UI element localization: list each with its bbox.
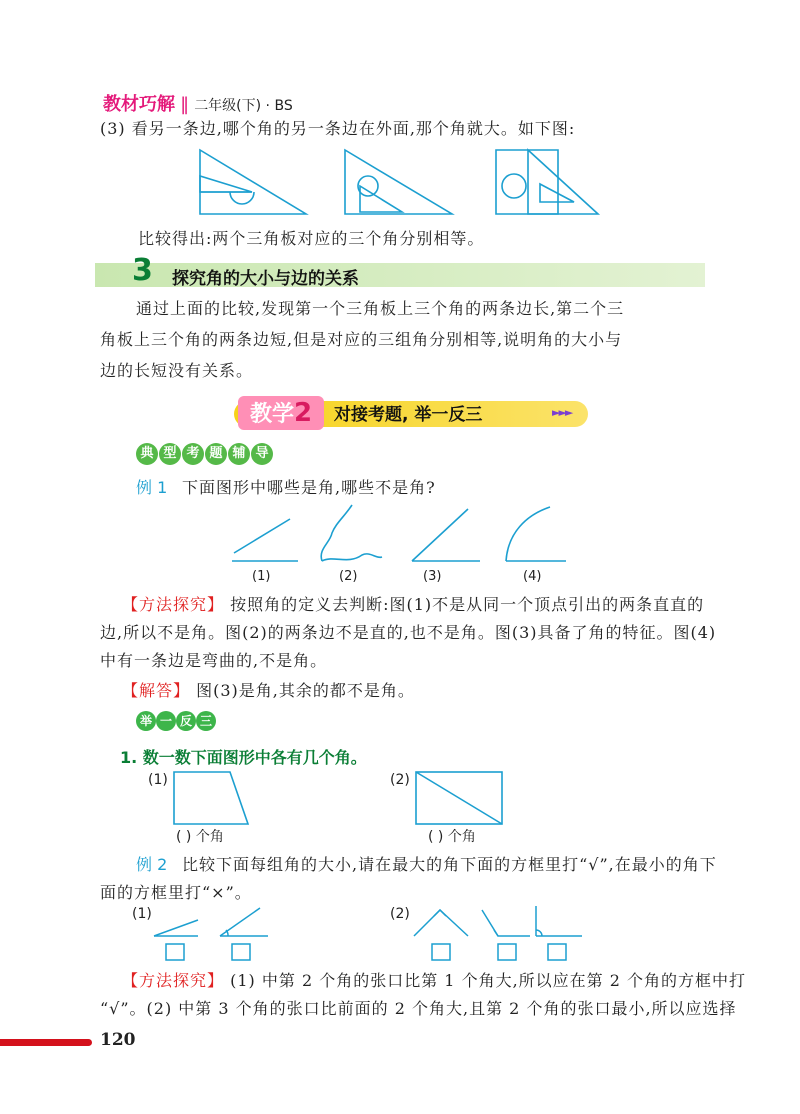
fig2-curve-a — [321, 505, 352, 561]
practice-tag-char: 三 — [196, 711, 216, 731]
example-1-answer — [122, 676, 415, 706]
example-1-method-line-1 — [122, 590, 704, 620]
triangle-3-left — [496, 150, 558, 214]
example-1-question: 下面图形中哪些是角,哪些不是角? — [182, 478, 436, 497]
header-separator: ‖ — [180, 94, 190, 115]
method-text: 按照角的定义去判断:图(1)不是从同一个顶点引出的两条直直的 — [230, 595, 705, 614]
answer-box[interactable] — [432, 944, 450, 960]
typical-questions-tag — [136, 442, 273, 465]
example-2-group-2-label: (2) — [390, 906, 410, 922]
practice-1-blank-1[interactable]: ( ) 个角 — [176, 829, 224, 845]
tag-char: 典 — [136, 443, 158, 465]
section-3-number: 3 — [132, 253, 153, 288]
triangle-1-large — [200, 150, 306, 214]
answer-box[interactable] — [498, 944, 516, 960]
section-3-para-line-1: 通过上面的比较,发现第一个三角板上三个角的两条边长,第二个三 — [136, 299, 625, 318]
fig2-curve-b — [322, 554, 382, 561]
practice-1-fig1-label: (1) — [148, 772, 168, 788]
section-3-title: 探究角的大小与边的关系 — [172, 269, 359, 289]
practice-1-blank-2[interactable]: ( ) 个角 — [428, 829, 476, 845]
fig1-line-a — [234, 519, 290, 553]
practice-1-figures — [168, 768, 518, 830]
banner-badge-number: 2 — [293, 398, 313, 428]
triangle-3-right — [528, 150, 598, 214]
method-label: 【方法探究】 — [122, 971, 225, 990]
example-1-method-line-3: 中有一条边是弯曲的,不是角。 — [100, 651, 328, 670]
practice-tag — [136, 710, 216, 731]
practice-tag-char: 一 — [156, 711, 176, 731]
example-2-label: 例 2 — [136, 855, 168, 874]
example-2-line-2: 面的方框里打“×”。 — [100, 883, 252, 902]
comparison-conclusion: 比较得出:两个三角板对应的三个角分别相等。 — [138, 229, 485, 248]
item-3-text: (3) 看另一条边,哪个角的另一条边在外面,那个角就大。如下图: — [100, 119, 576, 138]
grade-label: 二年级(下) · BS — [194, 98, 293, 114]
practice-tag-char: 举 — [136, 711, 156, 731]
page-number: 120 — [100, 1030, 136, 1050]
practice-tag-char: 反 — [176, 711, 196, 731]
tag-char: 辅 — [228, 443, 250, 465]
section-3-para-line-3: 边的长短没有关系。 — [100, 361, 254, 380]
method-text: (1) 中第 2 个角的张口比第 1 个角大,所以应在第 2 个角的方框中打 — [230, 971, 747, 990]
book-brand: 教材巧解 — [103, 94, 175, 115]
tag-char: 题 — [205, 443, 227, 465]
triangle-2-large — [345, 150, 452, 214]
triangle-1-small — [200, 176, 252, 192]
method-label: 【方法探究】 — [122, 595, 225, 614]
teaching-banner — [234, 398, 594, 432]
fig-caption-2: (2) — [339, 569, 358, 584]
answer-label: 【解答】 — [122, 681, 191, 700]
triangle-2-small — [360, 186, 402, 212]
answer-box[interactable] — [548, 944, 566, 960]
answer-box[interactable] — [232, 944, 250, 960]
fig-caption-3: (3) — [423, 569, 442, 584]
banner-badge-text: 教学 — [249, 402, 294, 427]
example-1-figures — [230, 503, 570, 567]
banner-badge — [238, 396, 324, 430]
trapezoid-shape — [174, 772, 248, 824]
example-2-figures — [148, 904, 584, 966]
fig4-curved-angle — [506, 507, 566, 561]
rectangle-diagonal — [416, 772, 502, 824]
tag-char: 型 — [159, 443, 181, 465]
section-3-para-line-2: 角板上三个角的两条边短,但是对应的三组角分别相等,说明角的大小与 — [100, 330, 623, 349]
footer-red-bar — [0, 1039, 92, 1046]
fig3-angle — [412, 509, 480, 561]
banner-title: 对接考题, 举一反三 — [334, 405, 483, 425]
banner-arrows-icon: ►►► — [552, 406, 572, 419]
example-2-method-line-1 — [122, 966, 746, 996]
practice-1-fig2-label: (2) — [390, 772, 410, 788]
triangle-comparison-figure — [190, 146, 610, 220]
fig-caption-4: (4) — [523, 569, 542, 584]
example-2-group-1-label: (1) — [132, 906, 152, 922]
fig-caption-1: (1) — [252, 569, 271, 584]
example-1-label: 例 1 — [136, 478, 168, 497]
answer-box[interactable] — [166, 944, 184, 960]
tag-char: 考 — [182, 443, 204, 465]
practice-1-title: 1. 数一数下面图形中各有几个角。 — [120, 748, 367, 767]
example-2-line-1: 比较下面每组角的大小,请在最大的角下面的方框里打“√”,在最小的角下 — [182, 855, 717, 874]
example-1-method-line-2: 边,所以不是角。图(2)的两条边不是直的,也不是角。图(3)具备了角的特征。图(4) — [100, 623, 717, 642]
example-2-method-line-2: “√”。(2) 中第 3 个角的张口比前面的 2 个角大,且第 2 个角的张口最小,所以应选择 — [100, 999, 737, 1018]
answer-text: 图(3)是角,其余的都不是角。 — [196, 681, 415, 700]
page-header — [103, 90, 293, 116]
tag-char: 导 — [251, 443, 273, 465]
